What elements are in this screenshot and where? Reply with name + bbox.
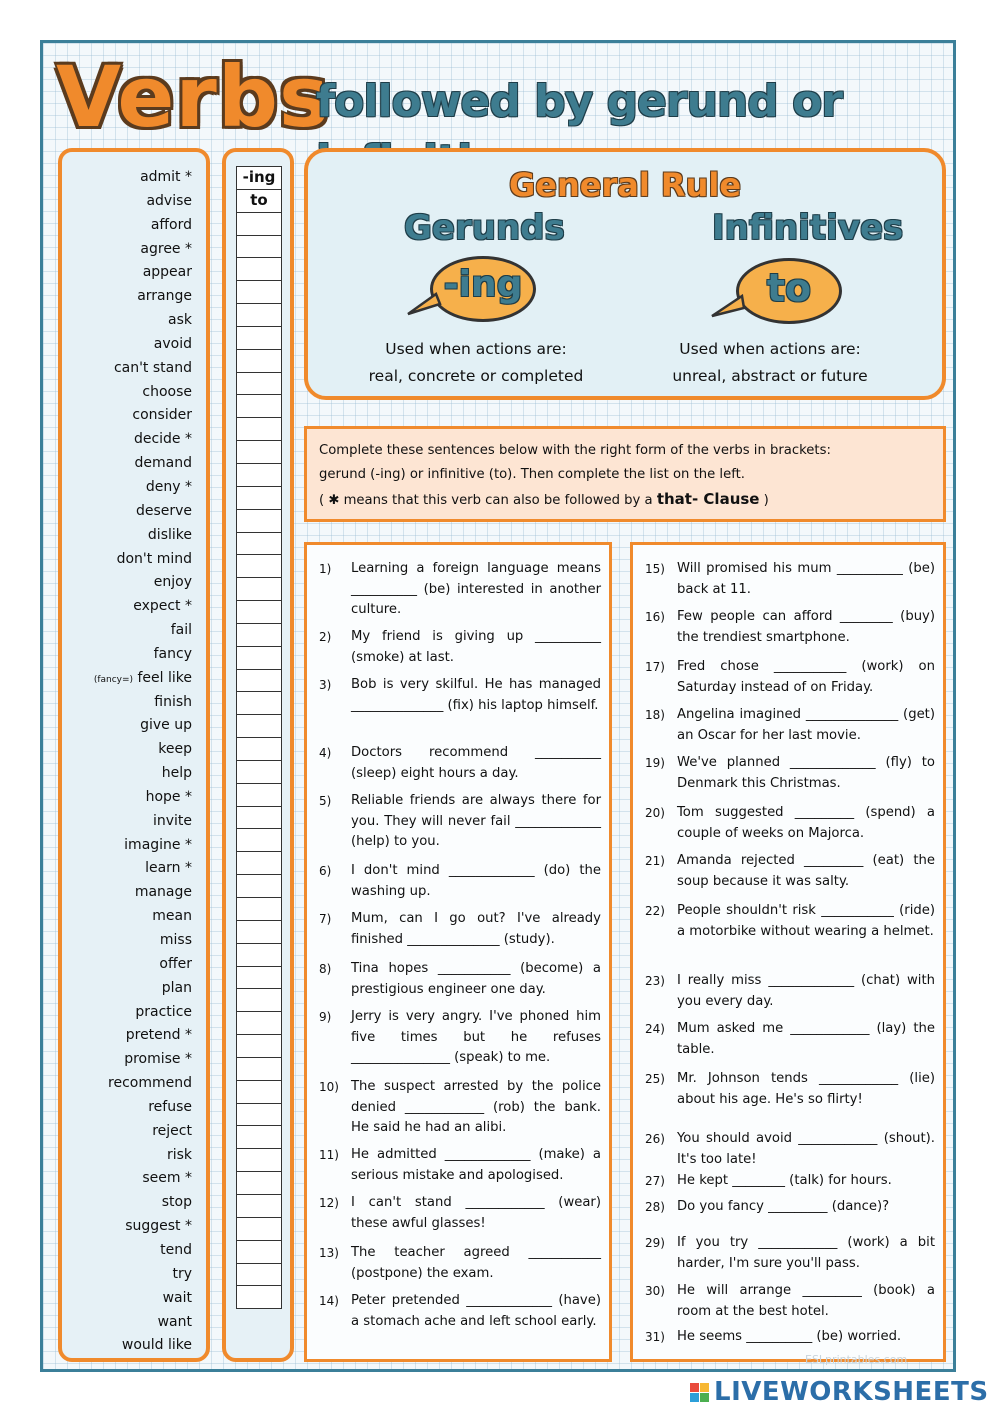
instructions-line3 (319, 487, 931, 513)
verb-label: recommend (108, 1075, 192, 1092)
questions-right-panel (630, 542, 946, 1362)
question-item (645, 1197, 935, 1218)
infinitives-heading: Infinitives (712, 208, 904, 248)
question-number: 29) (645, 1236, 665, 1250)
ing-bubble-tail (406, 292, 442, 316)
liveworksheets-logo (690, 1376, 989, 1408)
verb-label: promise * (124, 1051, 192, 1068)
verb-item (94, 1096, 192, 1120)
question-item (645, 1129, 935, 1170)
question-text: He admitted _____________ (make) a serious mistake and apologised. (351, 1147, 601, 1183)
verb-item (94, 1024, 192, 1048)
verb-label: choose (142, 383, 192, 400)
verb-label: finish (154, 693, 192, 710)
answer-boxes-panel (222, 148, 294, 1362)
question-number: 16) (645, 610, 665, 624)
verb-item (94, 1263, 192, 1287)
answer-box[interactable] (236, 441, 282, 464)
answer-box[interactable] (236, 647, 282, 670)
question-item (645, 901, 935, 942)
question-number: 5) (319, 794, 332, 808)
question-text: Mr. Johnson tends ____________ (lie) about his age. He's so flirty! (677, 1071, 935, 1107)
question-text: You should avoid ____________ (shout). It's too late! (677, 1131, 935, 1167)
question-item (319, 627, 601, 668)
answer-box[interactable] (236, 1081, 282, 1104)
verb-item (94, 261, 192, 285)
verb-label: wait (162, 1289, 192, 1306)
answer-box[interactable] (236, 555, 282, 578)
question-item (319, 743, 601, 784)
question-text: Bob is very skilful. He has managed ______________ (fix) his laptop himself. (351, 677, 601, 713)
question-text: Fred chose ___________ (work) on Saturday instead of on Friday. (677, 659, 935, 695)
question-number: 3) (319, 678, 332, 692)
answer-box[interactable] (236, 464, 282, 487)
verb-label: afford (150, 216, 192, 233)
question-text: He will arrange _________ (book) a room at the best hotel. (677, 1283, 935, 1319)
watermark: ESLprintables.com (805, 1353, 908, 1366)
question-number: 30) (645, 1284, 665, 1298)
verb-item (94, 1334, 192, 1358)
verb-label: enjoy (153, 574, 192, 591)
answer-box[interactable] (236, 327, 282, 350)
verb-item (94, 810, 192, 834)
verb-item (94, 619, 192, 643)
verb-item (94, 714, 192, 738)
verb-label: feel like (137, 669, 192, 686)
answer-box[interactable] (236, 601, 282, 624)
verb-item (94, 691, 192, 715)
verb-label: offer (159, 955, 192, 972)
answer-box[interactable] (236, 670, 282, 693)
verb-label: demand (134, 455, 192, 472)
answer-header: to (236, 190, 282, 213)
answer-box[interactable] (236, 898, 282, 921)
verb-note: (fancy=) (93, 674, 134, 685)
gerunds-description (326, 336, 626, 390)
question-number: 9) (319, 1010, 332, 1024)
infinitives-desc-line1: Used when actions are: (679, 340, 861, 358)
verb-item (94, 214, 192, 238)
verb-item (94, 571, 192, 595)
answer-box[interactable] (236, 692, 282, 715)
instructions-line3-post: ) (759, 493, 769, 508)
verb-item (94, 428, 192, 452)
verb-label: pretend * (125, 1027, 192, 1044)
instructions-line1: Complete these sentences below with the right form of the verbs in brackets: (319, 443, 831, 458)
answer-box[interactable] (236, 829, 282, 852)
question-text: I can't stand ____________ (wear) these awful glasses! (351, 1195, 601, 1231)
answer-box[interactable] (236, 1172, 282, 1195)
verb-label: hope * (145, 788, 192, 805)
verb-item (94, 238, 192, 262)
question-item (645, 803, 935, 844)
verb-item (94, 285, 192, 309)
question-text: Amanda rejected _________ (eat) the soup because it was salty. (677, 853, 935, 889)
question-item (645, 971, 935, 1012)
question-number: 23) (645, 974, 665, 988)
question-number: 2) (319, 630, 332, 644)
verb-item (94, 905, 192, 929)
verb-label: don't mind (116, 550, 192, 567)
answer-box[interactable] (236, 1241, 282, 1264)
verb-item (94, 452, 192, 476)
answer-box[interactable] (236, 967, 282, 990)
verb-item (94, 1001, 192, 1025)
question-item (319, 559, 601, 621)
question-text: The suspect arrested by the police denied ____________ (rob) the bank. He said he had an alibi. (351, 1079, 601, 1135)
gerunds-heading: Gerunds (404, 208, 565, 248)
answer-box[interactable] (236, 281, 282, 304)
verb-label: fancy (153, 645, 192, 662)
verb-label: seem * (142, 1170, 192, 1187)
question-number: 27) (645, 1174, 665, 1188)
question-number: 13) (319, 1246, 339, 1260)
question-text: He seems __________ (be) worried. (677, 1329, 902, 1344)
questions-left-panel (304, 542, 612, 1362)
question-text: Few people can afford ________ (buy) the trendiest smartphone. (677, 609, 935, 645)
question-number: 11) (319, 1148, 339, 1162)
verb-item (94, 357, 192, 381)
question-item (319, 1007, 601, 1069)
question-number: 26) (645, 1132, 665, 1146)
verb-item (94, 476, 192, 500)
question-item (645, 657, 935, 698)
verb-item (94, 762, 192, 786)
answer-box[interactable] (236, 1286, 282, 1309)
verb-list (94, 166, 192, 1358)
answer-box[interactable] (236, 715, 282, 738)
question-item (645, 1233, 935, 1274)
question-text: Mum asked me ____________ (lay) the table. (677, 1021, 935, 1057)
verb-label: keep (158, 741, 192, 758)
question-text: Tom suggested _________ (spend) a couple of weeks on Majorca. (677, 805, 935, 841)
verb-item (94, 548, 192, 572)
question-number: 21) (645, 854, 665, 868)
question-number: 31) (645, 1330, 665, 1344)
answer-box[interactable] (236, 761, 282, 784)
question-item (645, 705, 935, 746)
verb-item (94, 1072, 192, 1096)
question-text: He kept ________ (talk) for hours. (677, 1173, 892, 1188)
verb-label: manage (134, 884, 192, 901)
verb-item (94, 643, 192, 667)
answer-box[interactable] (236, 350, 282, 373)
verb-label: admit * (140, 169, 192, 185)
to-bubble-label: to (766, 266, 812, 310)
instructions-line3-pre: ( ✱ means that this verb can also be followed by a (319, 493, 657, 508)
question-text: If you try ____________ (work) a bit harder, I'm sure you'll pass. (677, 1235, 935, 1271)
verb-item (94, 381, 192, 405)
verb-label: risk (166, 1146, 192, 1163)
question-number: 25) (645, 1072, 665, 1086)
answer-box[interactable] (236, 1264, 282, 1287)
question-text: Doctors recommend __________ (sleep) eight hours a day. (351, 745, 601, 781)
question-text: People shouldn't risk ___________ (ride) a motorbike without wearing a helmet. (677, 903, 935, 939)
answer-box[interactable] (236, 852, 282, 875)
question-number: 6) (319, 864, 332, 878)
verb-label: tend (160, 1241, 192, 1258)
answer-box[interactable] (236, 1104, 282, 1127)
question-item (645, 1327, 935, 1348)
question-text: My friend is giving up __________ (smoke) at last. (351, 629, 601, 665)
verb-label: agree * (140, 240, 192, 257)
question-text: I really miss _____________ (chat) with you every day. (677, 973, 935, 1009)
answer-box[interactable] (236, 578, 282, 601)
answer-box[interactable] (236, 1218, 282, 1241)
verb-label: stop (161, 1194, 192, 1211)
infinitives-desc-line2: unreal, abstract or future (672, 367, 868, 385)
answer-box[interactable] (236, 944, 282, 967)
question-item (319, 675, 601, 716)
question-item (645, 1281, 935, 1322)
question-number: 28) (645, 1200, 665, 1214)
answer-box[interactable] (236, 875, 282, 898)
that-clause-label: that- Clause (656, 490, 760, 508)
logo-block (700, 1383, 709, 1392)
answer-box[interactable] (236, 373, 282, 396)
question-item (645, 753, 935, 794)
verb-item (94, 1191, 192, 1215)
answer-box[interactable] (236, 1058, 282, 1081)
question-text: Jerry is very angry. I've phoned him five times but he refuses _______________ (speak) to me. (351, 1009, 601, 1065)
verb-item (94, 977, 192, 1001)
answer-box[interactable] (236, 236, 282, 259)
question-number: 24) (645, 1022, 665, 1036)
answer-box[interactable] (236, 738, 282, 761)
infinitives-description (620, 336, 920, 390)
verb-item (94, 667, 192, 691)
question-number: 12) (319, 1196, 339, 1210)
answer-box[interactable] (236, 624, 282, 647)
question-number: 10) (319, 1080, 339, 1094)
answer-box[interactable] (236, 921, 282, 944)
answer-box[interactable] (236, 1195, 282, 1218)
answer-box[interactable] (236, 1035, 282, 1058)
verb-item (94, 500, 192, 524)
verb-label: dislike (147, 526, 192, 543)
logo-block (690, 1393, 699, 1402)
verb-label: avoid (153, 335, 192, 352)
verb-label: deserve (135, 502, 192, 519)
general-rule-box (304, 148, 946, 400)
gerunds-desc-line1: Used when actions are: (385, 340, 567, 358)
verb-label: help (161, 765, 192, 782)
verb-list-panel (58, 148, 210, 1362)
question-number: 8) (319, 962, 332, 976)
answer-box[interactable] (236, 1149, 282, 1172)
question-item (319, 791, 601, 853)
logo-text: LIVEWORKSHEETS (714, 1377, 989, 1407)
to-bubble-tail (710, 294, 746, 318)
verb-label: fail (170, 622, 192, 639)
verb-label: want (157, 1313, 192, 1330)
question-item (645, 1171, 935, 1192)
question-item (319, 1077, 601, 1139)
question-item (645, 559, 935, 600)
answer-box[interactable] (236, 395, 282, 418)
verb-item (94, 738, 192, 762)
answer-box[interactable] (236, 510, 282, 533)
question-item (319, 861, 601, 902)
question-text: We've planned _____________ (fly) to Denmark this Christmas. (677, 755, 935, 791)
answer-box[interactable] (236, 1012, 282, 1035)
verb-label: miss (159, 932, 192, 948)
verb-item (94, 524, 192, 548)
verb-item (94, 404, 192, 428)
verb-label: advise (146, 192, 192, 209)
question-number: 4) (319, 746, 332, 760)
verb-label: give up (140, 717, 192, 734)
question-number: 22) (645, 904, 665, 918)
question-item (319, 1291, 601, 1332)
logo-block (700, 1393, 709, 1402)
verb-item (94, 953, 192, 977)
verb-label: imagine * (124, 836, 192, 853)
answer-box[interactable] (236, 533, 282, 556)
answer-box-list (236, 166, 282, 1309)
answer-header: -ing (236, 166, 282, 190)
question-text: Reliable friends are always there for you. They will never fail _____________ (help) to you. (351, 793, 601, 849)
question-item (645, 1069, 935, 1110)
verb-item (94, 1215, 192, 1239)
question-number: 18) (645, 708, 665, 722)
verb-label: refuse (148, 1098, 192, 1115)
question-number: 17) (645, 660, 665, 674)
verb-label: plan (161, 979, 192, 996)
answer-box[interactable] (236, 1126, 282, 1149)
verb-label: appear (142, 264, 192, 281)
question-item (645, 851, 935, 892)
title-main: Verbs (56, 48, 330, 146)
instructions-box (304, 426, 946, 522)
gerunds-desc-line2: real, concrete or completed (368, 367, 584, 385)
answer-box[interactable] (236, 487, 282, 510)
question-item (319, 909, 601, 950)
answer-box[interactable] (236, 258, 282, 281)
verb-label: practice (135, 1003, 192, 1020)
logo-block (690, 1383, 699, 1392)
question-item (319, 1193, 601, 1234)
question-text: Peter pretended _____________ (have) a stomach ache and left school early. (351, 1293, 601, 1329)
answer-box[interactable] (236, 418, 282, 441)
question-text: I don't mind _____________ (do) the washing up. (351, 863, 601, 899)
question-text: Learning a foreign language means __________ (be) interested in another culture. (351, 561, 601, 617)
verb-label: invite (152, 812, 192, 829)
verb-item (94, 1239, 192, 1263)
question-item (645, 607, 935, 648)
verb-item (94, 1048, 192, 1072)
verb-label: expect * (133, 598, 192, 615)
question-number: 15) (645, 562, 665, 576)
verb-item (94, 834, 192, 858)
verb-label: suggest * (125, 1218, 192, 1235)
verb-label: would like (121, 1337, 192, 1354)
verb-item (94, 857, 192, 881)
answer-box[interactable] (236, 213, 282, 236)
question-number: 20) (645, 806, 665, 820)
rule-title: General Rule (508, 166, 742, 204)
verb-item (94, 929, 192, 953)
verb-label: try (172, 1265, 192, 1282)
verb-item (94, 881, 192, 905)
question-number: 7) (319, 912, 332, 926)
question-text: Do you fancy _________ (dance)? (677, 1199, 890, 1214)
verb-item (94, 190, 192, 214)
verb-label: reject (152, 1122, 192, 1139)
question-item (319, 1145, 601, 1186)
answer-box[interactable] (236, 304, 282, 327)
question-number: 1) (319, 562, 332, 576)
question-text: Angelina imagined ______________ (get) an Oscar for her last movie. (677, 707, 935, 743)
question-number: 19) (645, 756, 665, 770)
question-item (645, 1019, 935, 1060)
logo-blocks-icon (690, 1383, 709, 1402)
question-text: The teacher agreed ___________ (postpone) the exam. (351, 1245, 601, 1281)
ing-bubble-label: -ing (443, 264, 523, 305)
verb-item (94, 1144, 192, 1168)
question-number: 14) (319, 1294, 339, 1308)
verb-label: consider (132, 407, 192, 424)
verb-label: ask (168, 312, 192, 329)
verb-label: mean (152, 908, 192, 925)
verb-item (94, 1120, 192, 1144)
verb-item (94, 1167, 192, 1191)
verb-label: decide * (133, 431, 192, 448)
answer-box[interactable] (236, 784, 282, 807)
title-subtitle: followed by gerund or (316, 76, 842, 127)
question-item (319, 1243, 601, 1284)
verb-item (94, 595, 192, 619)
verb-item (94, 309, 192, 333)
verb-item (94, 333, 192, 357)
verb-item (94, 166, 192, 190)
answer-box[interactable] (236, 807, 282, 830)
verb-item (94, 786, 192, 810)
question-text: Mum, can I go out? I've already finished ______________ (study). (351, 911, 601, 947)
verb-label: deny * (145, 478, 192, 495)
verb-label: can't stand (113, 359, 192, 376)
question-item (319, 959, 601, 1000)
verb-label: arrange (137, 288, 192, 305)
to-bubble (736, 258, 842, 324)
verb-item (94, 1311, 192, 1335)
question-text: Will promised his mum __________ (be) back at 11. (677, 561, 935, 597)
verb-label: learn * (145, 860, 192, 877)
ing-bubble (430, 256, 536, 322)
instructions-line2: gerund (-ing) or infinitive (to). Then complete the list on the left. (319, 467, 745, 482)
verb-item (94, 1287, 192, 1311)
answer-box[interactable] (236, 989, 282, 1012)
question-text: Tina hopes ___________ (become) a prestigious engineer one day. (351, 961, 601, 997)
